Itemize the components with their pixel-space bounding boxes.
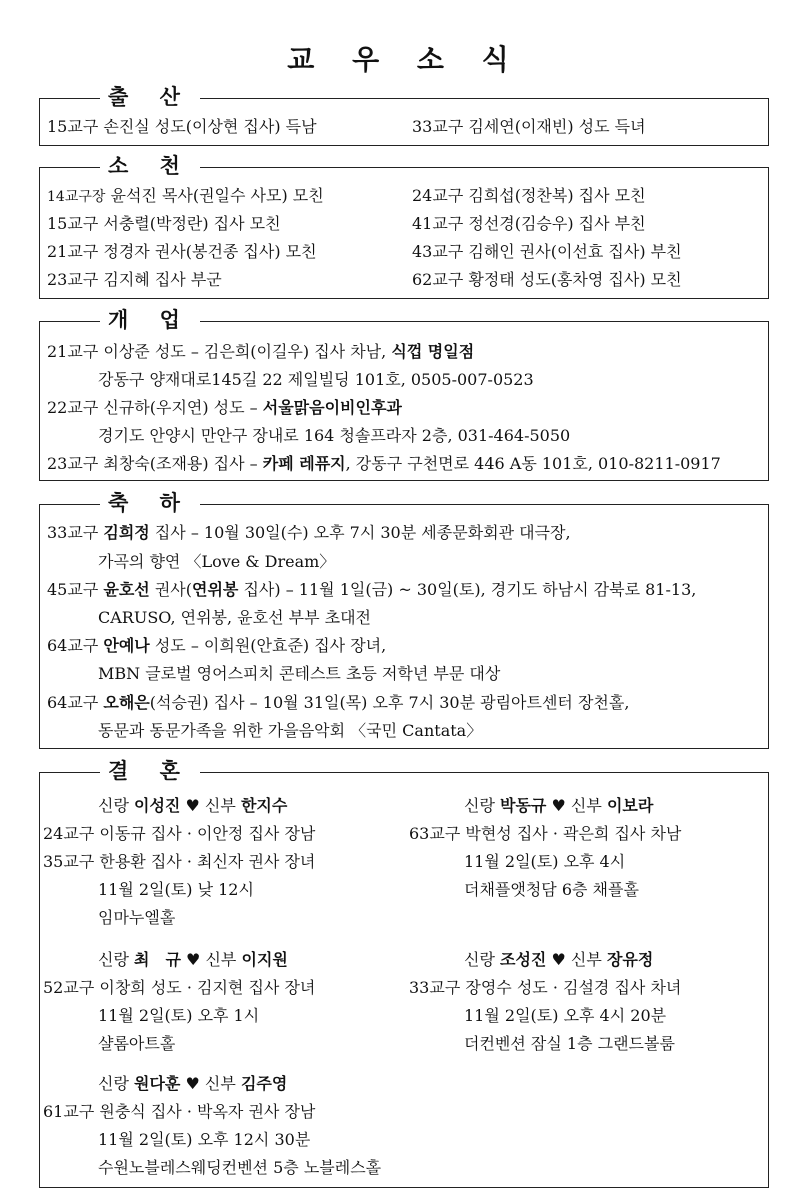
section-label-wedding: 결 혼 <box>100 757 200 785</box>
section-opening <box>39 307 769 481</box>
list-item: 23교구 김지혜 집사 부군 <box>47 270 222 289</box>
section-label-congrats: 축 하 <box>100 489 200 517</box>
list-item: 33교구 김세연(이재빈) 성도 득녀 <box>412 117 646 136</box>
list-item: 22교구 신규하(우지연) 성도 – 서울맑음이비인후과 <box>47 398 402 417</box>
list-item-detail: MBN 글로벌 영어스피치 콘테스트 초등 저학년 부문 대상 <box>98 664 501 683</box>
wedding-venue: 더채플앳청담 6층 채플홀 <box>464 880 639 899</box>
wedding-parents: 61교구 원충식 집사 · 박옥자 권사 장남 <box>43 1102 316 1121</box>
list-item-detail: 동문과 동문가족을 위한 가을음악회 〈국민 Cantata〉 <box>98 721 483 740</box>
wedding-time: 11월 2일(토) 오후 4시 20분 <box>464 1006 667 1025</box>
list-item: 21교구 이상준 성도 – 김은희(이길우) 집사 차남, 식껍 명일점 <box>47 342 475 361</box>
list-item: 14교구장 윤석진 목사(권일수 사모) 모친 <box>47 186 324 205</box>
list-item: 43교구 김해인 권사(이선효 집사) 부친 <box>412 242 682 261</box>
section-congrats <box>39 490 769 749</box>
heart-icon: ♥ <box>551 796 566 815</box>
list-item: 64교구 오해은(석승권) 집사 – 10월 31일(목) 오후 7시 30분 광림아트센터 장천홀, <box>47 693 630 712</box>
heart-icon: ♥ <box>186 950 201 969</box>
wedding-venue: 임마누엘홀 <box>98 908 176 927</box>
wedding-time: 11월 2일(토) 오후 12시 30분 <box>98 1130 311 1149</box>
heart-icon: ♥ <box>185 796 200 815</box>
list-item-detail: CARUSO, 연위봉, 윤호선 부부 초대전 <box>98 608 372 627</box>
wedding-couple: 신랑 원다훈 ♥ 신부 김주영 <box>98 1074 288 1093</box>
wedding-parents: 35교구 한용환 집사 · 최신자 권사 장녀 <box>43 852 316 871</box>
list-item-detail: 가곡의 향연 〈Love & Dream〉 <box>98 552 336 571</box>
wedding-time: 11월 2일(토) 낮 12시 <box>98 880 254 899</box>
wedding-parents: 52교구 이창희 성도 · 김지현 집사 장녀 <box>43 978 316 997</box>
list-item: 24교구 김희섭(정찬복) 집사 모친 <box>412 186 646 205</box>
heart-icon: ♥ <box>185 1074 200 1093</box>
wedding-couple: 신랑 박동규 ♥ 신부 이보라 <box>464 796 654 815</box>
section-mourning <box>39 153 769 299</box>
list-item: 45교구 윤호선 권사(연위봉 집사) – 11월 1일(금) ~ 30일(토), 경기도 하남시 감북로 81-13, <box>47 580 697 599</box>
list-item: 23교구 최창숙(조재용) 집사 – 카페 레퓨지, 강동구 구천면로 446 A동 101호, 010-8211-0917 <box>47 454 721 473</box>
wedding-venue: 더컨벤션 잠실 1층 그랜드볼룸 <box>464 1034 675 1053</box>
list-item: 15교구 손진실 성도(이상현 집사) 득남 <box>47 117 317 136</box>
wedding-parents: 33교구 장영수 성도 · 김설경 집사 차녀 <box>409 978 682 997</box>
wedding-couple: 신랑 이성진 ♥ 신부 한지수 <box>98 796 288 815</box>
section-wedding <box>39 758 769 1188</box>
section-birth <box>39 84 769 146</box>
wedding-time: 11월 2일(토) 오후 4시 <box>464 852 626 871</box>
list-item: 64교구 안예나 성도 – 이희원(안효준) 집사 장녀, <box>47 636 387 655</box>
list-item: 33교구 김희정 집사 – 10월 30일(수) 오후 7시 30분 세종문화회관 대극장, <box>47 523 571 542</box>
heart-icon: ♥ <box>551 950 566 969</box>
section-label-birth: 출 산 <box>100 83 200 111</box>
wedding-time: 11월 2일(토) 오후 1시 <box>98 1006 260 1025</box>
wedding-couple: 신랑 최 규 ♥ 신부 이지원 <box>98 950 288 969</box>
list-item-detail: 경기도 안양시 만안구 장내로 164 청솔프라자 2층, 031-464-5050 <box>98 426 571 445</box>
list-item: 21교구 정경자 권사(봉건종 집사) 모친 <box>47 242 317 261</box>
page-title: 교 우 소 식 <box>287 43 523 76</box>
list-item: 41교구 정선경(김승우) 집사 부친 <box>412 214 646 233</box>
list-item: 62교구 황정태 성도(홍차영 집사) 모친 <box>412 270 682 289</box>
wedding-parents: 63교구 박현성 집사 · 곽은희 집사 차남 <box>409 824 682 843</box>
list-item: 15교구 서충렬(박정란) 집사 모친 <box>47 214 281 233</box>
section-label-mourning: 소 천 <box>100 152 200 180</box>
wedding-venue: 수원노블레스웨딩컨벤션 5층 노블레스홀 <box>98 1158 382 1177</box>
wedding-venue: 샬롬아트홀 <box>98 1034 176 1053</box>
section-label-opening: 개 업 <box>100 306 200 334</box>
wedding-couple: 신랑 조성진 ♥ 신부 장유정 <box>464 950 654 969</box>
wedding-parents: 24교구 이동규 집사 · 이안정 집사 장남 <box>43 824 316 843</box>
list-item-detail: 강동구 양재대로145길 22 제일빌딩 101호, 0505-007-0523 <box>98 370 534 389</box>
